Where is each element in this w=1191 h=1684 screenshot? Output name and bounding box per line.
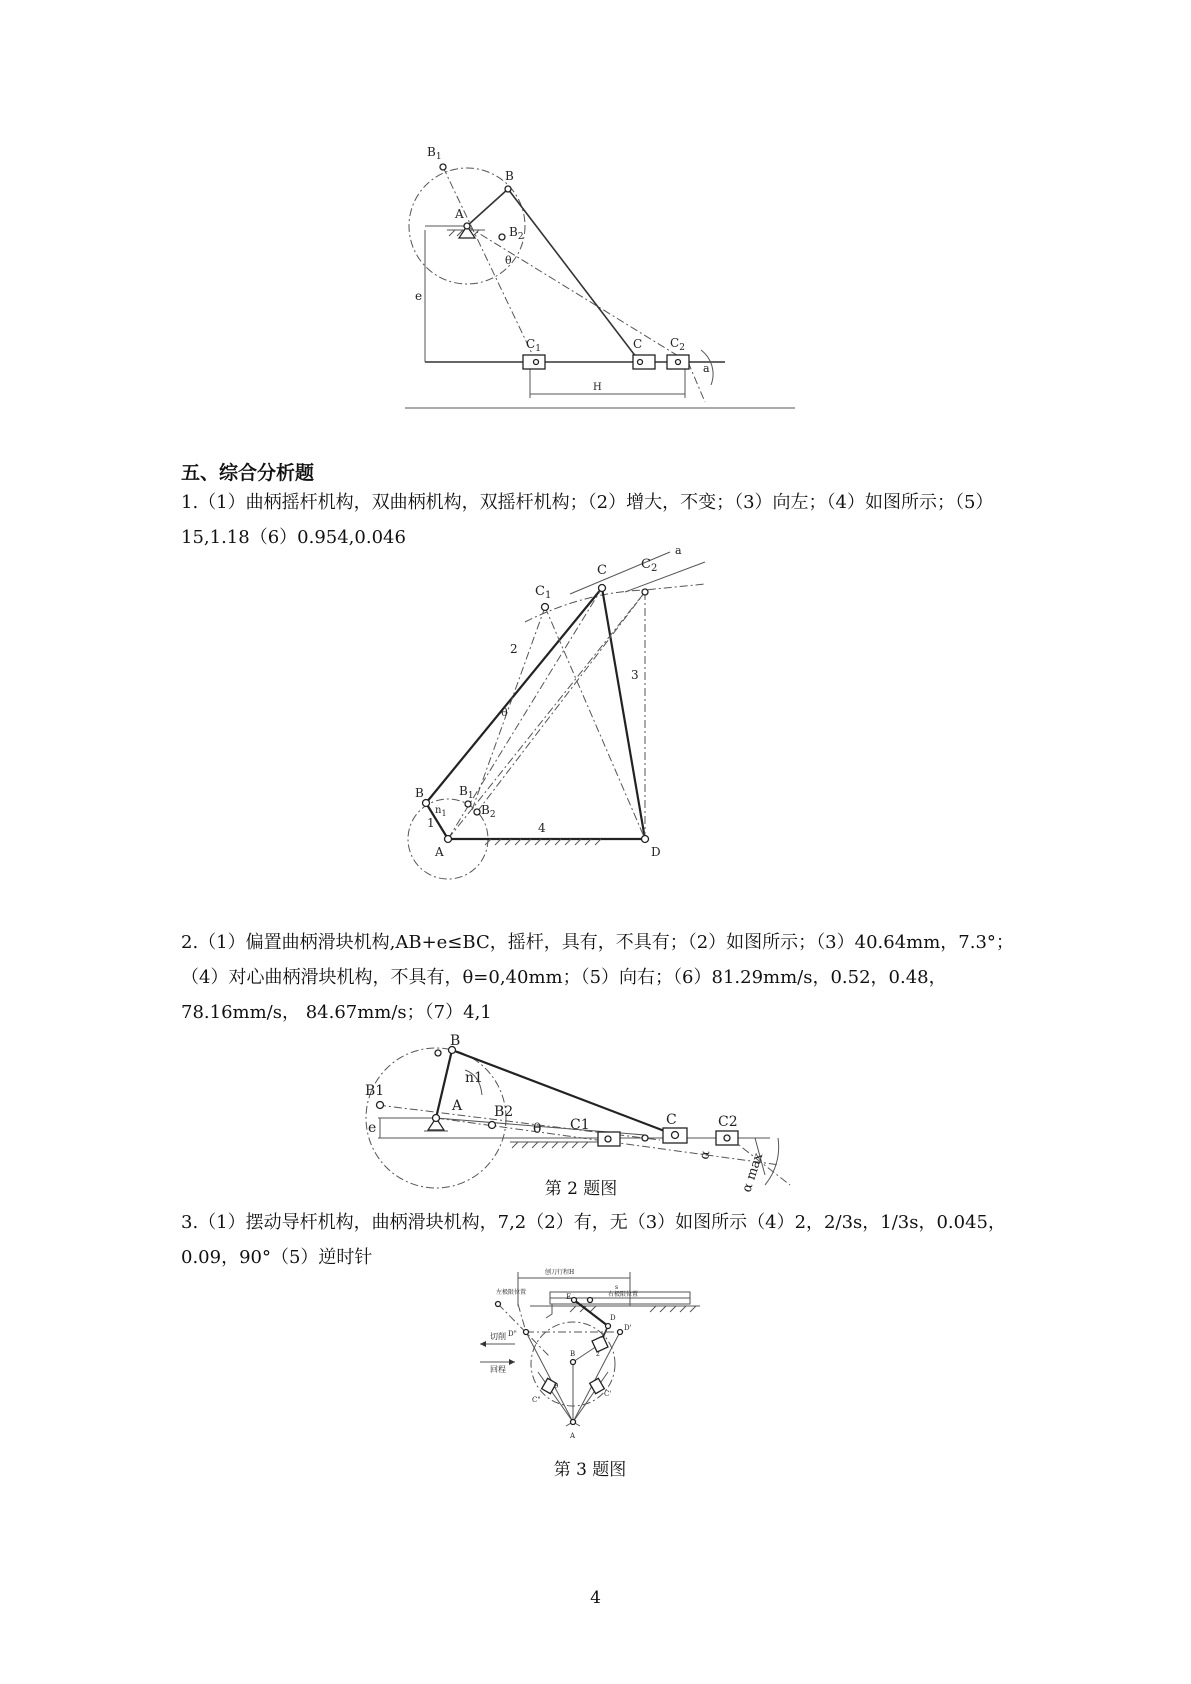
joint-b2 [489,1122,496,1129]
label-c1: $C_1$ [535,584,552,601]
joint-b2 [474,809,480,815]
label-stroke: 刨刀行程H [545,1269,575,1276]
label-d-prime: D' [624,1324,632,1332]
label-b2: $B_2$ [509,225,524,242]
label-link-2: 2 [596,1351,600,1358]
joint-c-extra [642,1135,648,1141]
label-link-3: 3 [601,1333,605,1340]
figure-q3-shaper-mechanism [470,1262,710,1452]
joint-d-dprime [524,1330,529,1335]
label-link-1: 1 [427,816,435,830]
joint-c [599,585,606,592]
crank-ab [467,189,508,226]
link-2-coupler [426,588,602,803]
joint-a [571,1420,576,1425]
joint-c2 [642,589,648,595]
label-b: B [450,1033,461,1049]
joint-b1 [465,801,471,807]
section-title: 五、综合分析题 [181,462,315,484]
q3-answer-text: 3.（1）摆动导杆机构，曲柄滑块机构，7,2（2）有，无（3）如图所示（4）2，2/3s，1/3s，0.045，0.09，90°（5）逆时针 [181,1212,1006,1268]
label-b1: $B_1$ [427,145,442,162]
label-c2: $C_2$ [670,336,685,353]
label-cut: 切削 [490,1332,506,1341]
label-b1: B1 [365,1083,385,1099]
label-link-4: 4 [538,821,546,835]
slider-c [633,355,655,369]
label-a: A [455,207,464,221]
label-theta: θ [554,1382,559,1390]
label-c: C [633,337,643,351]
joint-c1 [605,1136,611,1142]
joint-b1 [377,1102,384,1109]
label-b2: $B_2$ [481,803,496,820]
label-c-prime: C' [604,1390,612,1398]
joint-b2 [499,234,505,240]
label-c: C [597,563,607,578]
label-theta: θ [505,254,512,267]
joint-a [445,836,452,843]
crank-ab [436,1050,452,1118]
label-e: e [415,289,423,303]
joint-c1 [542,604,549,611]
q3-figure-caption: 第 3 题图 [553,1460,627,1480]
joint-c2 [724,1135,730,1141]
joint-b1 [440,164,446,170]
label-link-2: 2 [510,642,518,656]
label-c2: $C_2$ [641,557,658,574]
label-return: 回程 [490,1365,506,1374]
q2-answer-text: 2.（1）偏置曲柄滑块机构,AB+e≤BC，摇杆，具有，不具有；（2）如图所示；（3）40.64mm，7.3°；（4）对心曲柄滑块机构，不具有，θ=0,40mm；（5）向右；（6）81.29mm/s，0.52，0.48，78.16mm/s， 84.67mm/s；（7）4,1 [181,932,1014,1023]
label-alpha: a [675,544,682,557]
joint-b [423,800,430,807]
label-c-dprime: C" [532,1396,541,1404]
label-b: B [415,786,424,800]
label-d-dprime: D" [508,1330,517,1338]
joint-a [433,1115,440,1122]
label-theta: θ [533,1121,542,1137]
joint-c [672,1132,679,1139]
label-left-limit: 左极限位置 [496,1289,527,1296]
joint-d [642,836,649,843]
q2-figure-caption: 第 2 题图 [544,1179,618,1199]
label-b1: $B_1$ [459,784,474,801]
joint-b [505,186,511,192]
label-c: C [666,1112,677,1128]
figure-top-slider-crank [405,140,795,425]
q1-answer-text: 1.（1）曲柄摇杆机构，双曲柄机构，双摇杆机构；（2）增大，不变；（3）向左；（4）如图所示；（5）15,1.18（6）0.954,0.046 [181,492,994,548]
label-a: A [452,1098,463,1114]
figure-q1-four-bar [405,544,765,892]
joint-d-prime [618,1330,623,1335]
label-c2: C2 [718,1114,738,1130]
label-d: D [651,845,661,859]
label-n1: $n_1$ [435,805,447,818]
label-b: B [570,1350,576,1358]
link-3-rocker [602,588,645,839]
label-a: A [570,1432,576,1440]
joint-e [572,1298,577,1303]
label-n1: n1 [465,1070,483,1086]
label-a: A [435,845,444,859]
label-e: E [566,1293,572,1301]
page-number: 4 [590,1588,601,1608]
joint-d [606,1324,611,1329]
label-alpha: a [703,362,710,375]
label-alpha: α [697,1149,714,1161]
label-b: B [505,169,514,183]
label-right-limit: 右极限位置 [608,1291,639,1298]
label-h: H [593,382,602,393]
joint-b-extra [435,1050,441,1056]
joint-b [571,1360,576,1365]
label-c1: $C_1$ [526,337,541,354]
label-link-3: 3 [631,668,639,682]
label-e: e [368,1120,377,1136]
joint-a [464,223,470,229]
label-theta: θ [501,706,508,719]
label-alpha-max: α max [739,1151,767,1195]
label-c1: C1 [570,1117,590,1133]
label-s: s [615,1284,619,1291]
label-d: D [610,1314,616,1322]
label-b2: B2 [494,1104,514,1120]
